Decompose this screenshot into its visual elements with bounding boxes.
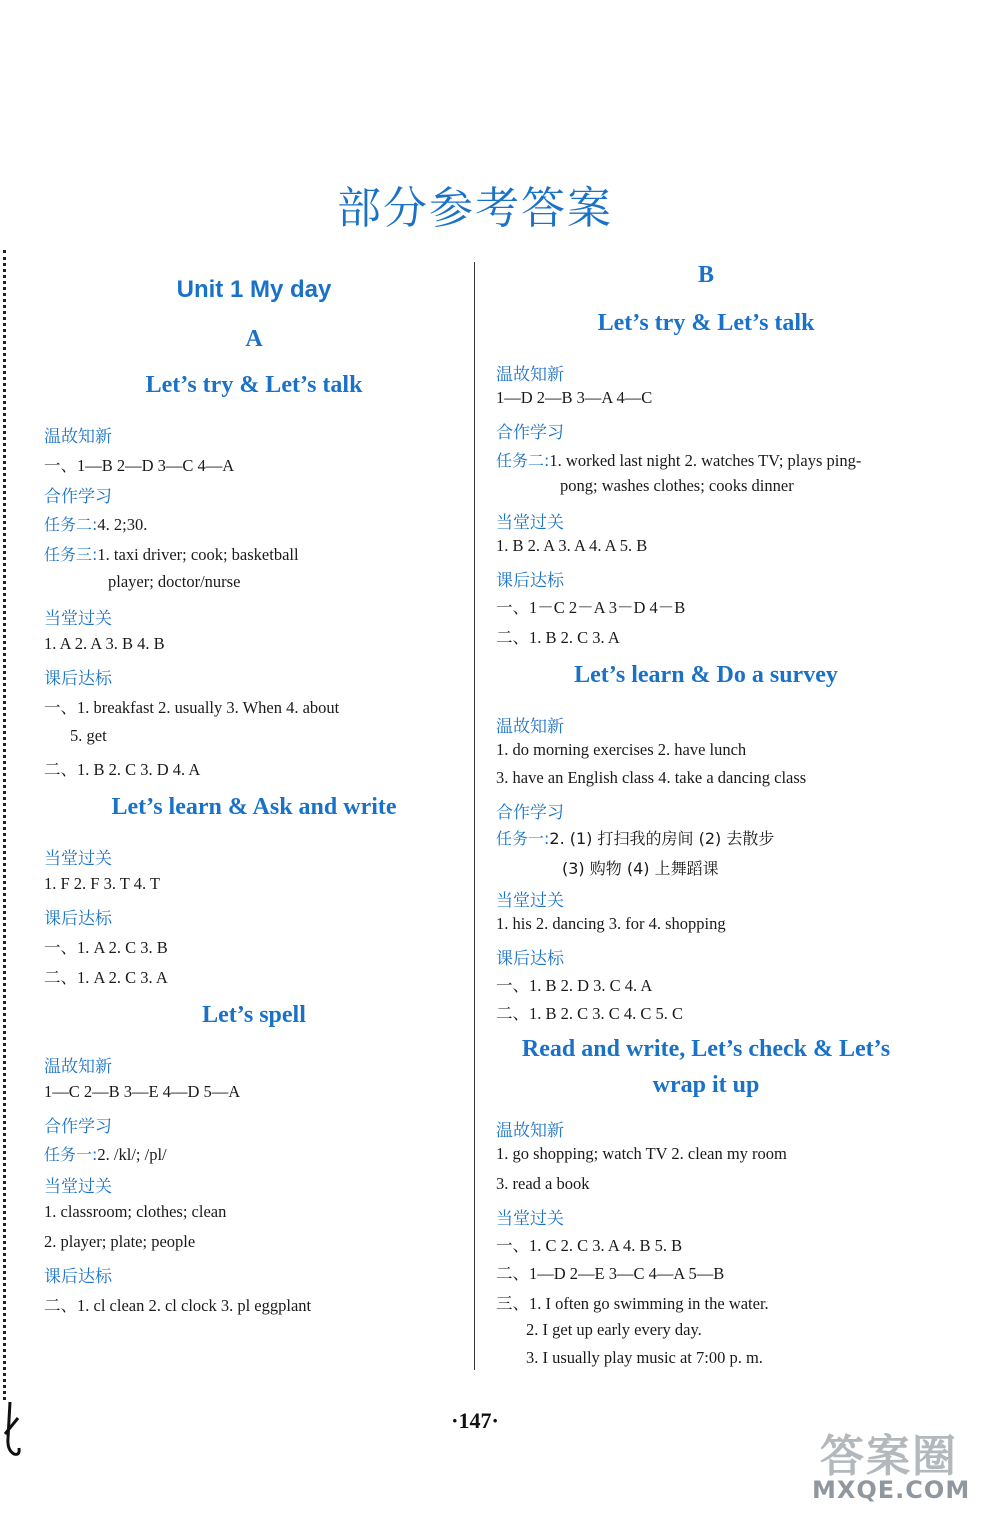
label-hezuo: 合作学习 bbox=[44, 487, 112, 507]
section-title: Let’s try & Let’s talk bbox=[597, 310, 815, 336]
task-tag: 任务二: bbox=[496, 451, 550, 470]
label-wenzhi: 温故知新 bbox=[44, 1057, 112, 1077]
watermark-text: 答案圈 bbox=[820, 1431, 958, 1482]
task-tag: 任务一: bbox=[44, 1145, 98, 1164]
answer-line: 二、1. cl clean 2. cl clock 3. pl eggplant bbox=[44, 1296, 312, 1315]
label-dangtang: 当堂过关 bbox=[44, 609, 112, 629]
label-kehou: 课后达标 bbox=[44, 669, 112, 689]
answer-line: 一、1. A 2. C 3. B bbox=[44, 938, 168, 957]
answer-line: 一、1. B 2. D 3. C 4. A bbox=[496, 976, 653, 995]
answer-line: (3) 购物 (4) 上舞蹈课 bbox=[562, 859, 719, 878]
answer-line: 二、1. B 2. C 3. A bbox=[496, 628, 620, 647]
task-text: 2. (1) 打扫我的房间 (2) 去散步 bbox=[549, 829, 775, 848]
answer-line: 三、1. I often go swimming in the water. bbox=[496, 1294, 769, 1313]
page-title: 部分参考答案 bbox=[337, 183, 613, 234]
answer-line: 1. F 2. F 3. T 4. T bbox=[44, 874, 160, 893]
label-dangtang: 当堂过关 bbox=[496, 513, 564, 533]
answer-line: 二、1—D 2—E 3—C 4—A 5—B bbox=[496, 1264, 725, 1283]
answer-line: 1—C 2—B 3—E 4—D 5—A bbox=[44, 1082, 241, 1101]
task-tag: 任务三: bbox=[44, 545, 98, 564]
section-title-cont: wrap it up bbox=[652, 1072, 760, 1098]
section-title: Let’s learn & Do a survey bbox=[574, 662, 838, 688]
answer-line: 5. get bbox=[70, 726, 107, 745]
task-tag: 任务一: bbox=[496, 829, 550, 848]
label-wenzhi: 温故知新 bbox=[496, 717, 564, 737]
task-text: 2. /kl/; /pl/ bbox=[97, 1145, 167, 1164]
answer-line bbox=[44, 1142, 167, 1165]
answer-line: 二、1. A 2. C 3. A bbox=[44, 968, 168, 987]
answer-line: 2. I get up early every day. bbox=[526, 1320, 702, 1339]
answer-line: 1. his 2. dancing 3. for 4. shopping bbox=[496, 914, 726, 933]
label-hezuo: 合作学习 bbox=[44, 1117, 112, 1137]
answer-line: 1—D 2—B 3—A 4—C bbox=[496, 388, 653, 407]
answer-line: 一、1—B 2—D 3—C 4—A bbox=[44, 456, 235, 475]
answer-line: 1. B 2. A 3. A 4. A 5. B bbox=[496, 536, 648, 555]
label-hezuo: 合作学习 bbox=[496, 803, 564, 823]
answer-line bbox=[44, 542, 299, 565]
label-kehou: 课后达标 bbox=[496, 949, 564, 969]
section-title: Read and write, Let’s check & Let’s bbox=[521, 1036, 891, 1062]
answer-line: player; doctor/nurse bbox=[108, 572, 241, 591]
label-kehou: 课后达标 bbox=[44, 909, 112, 929]
answer-line: 1. go shopping; watch TV 2. clean my room bbox=[496, 1144, 787, 1163]
answer-line: 二、1. B 2. C 3. C 4. C 5. C bbox=[496, 1004, 684, 1023]
label-wenzhi: 温故知新 bbox=[44, 427, 112, 447]
section-heading-b: B bbox=[697, 262, 714, 288]
answer-line: 1. A 2. A 3. B 4. B bbox=[44, 634, 165, 653]
answer-line bbox=[44, 512, 147, 535]
label-dangtang: 当堂过关 bbox=[44, 1177, 112, 1197]
watermark-url: MXQE.COM bbox=[812, 1476, 971, 1504]
task-text: 4. 2;30. bbox=[97, 515, 148, 534]
label-dangtang: 当堂过关 bbox=[44, 849, 112, 869]
answer-line: 1. do morning exercises 2. have lunch bbox=[496, 740, 747, 759]
binding-dotted-line bbox=[3, 250, 6, 1400]
section-heading-a: A bbox=[245, 326, 263, 352]
answer-line: 3. read a book bbox=[496, 1174, 590, 1193]
task-text: 1. worked last night 2. watches TV; plays ping- bbox=[549, 451, 862, 470]
answer-line: 3. have an English class 4. take a dancing class bbox=[496, 768, 807, 787]
answer-line: pong; washes clothes; cooks dinner bbox=[560, 476, 794, 495]
answer-line: 3. I usually play music at 7:00 p. m. bbox=[526, 1348, 763, 1367]
label-hezuo: 合作学习 bbox=[496, 423, 564, 443]
label-dangtang: 当堂过关 bbox=[496, 1209, 564, 1229]
label-kehou: 课后达标 bbox=[44, 1267, 112, 1287]
answer-line: 一、1. C 2. C 3. A 4. B 5. B bbox=[496, 1236, 683, 1255]
answer-line: 一、1－C 2－A 3－D 4－B bbox=[496, 598, 686, 617]
section-title: Let’s spell bbox=[202, 1002, 306, 1028]
answer-line: 1. classroom; clothes; clean bbox=[44, 1202, 227, 1221]
section-title: Let’s try & Let’s talk bbox=[145, 372, 363, 398]
answer-line bbox=[496, 448, 861, 471]
label-kehou: 课后达标 bbox=[496, 571, 564, 591]
label-wenzhi: 温故知新 bbox=[496, 365, 564, 385]
answer-line: 一、1. breakfast 2. usually 3. When 4. about bbox=[44, 698, 340, 717]
column-divider bbox=[474, 262, 475, 1370]
page-number: ·147· bbox=[451, 1408, 499, 1433]
task-tag: 任务二: bbox=[44, 515, 98, 534]
answer-line bbox=[496, 826, 774, 849]
unit-title: Unit 1 My day bbox=[176, 276, 332, 303]
label-dangtang: 当堂过关 bbox=[496, 891, 564, 911]
label-wenzhi: 温故知新 bbox=[496, 1121, 564, 1141]
section-title: Let’s learn & Ask and write bbox=[111, 794, 397, 820]
watermark-logo bbox=[812, 1420, 992, 1510]
answer-line: 二、1. B 2. C 3. D 4. A bbox=[44, 760, 201, 779]
answer-line: 2. player; plate; people bbox=[44, 1232, 196, 1251]
task-text: 1. taxi driver; cook; basketball bbox=[97, 545, 299, 564]
